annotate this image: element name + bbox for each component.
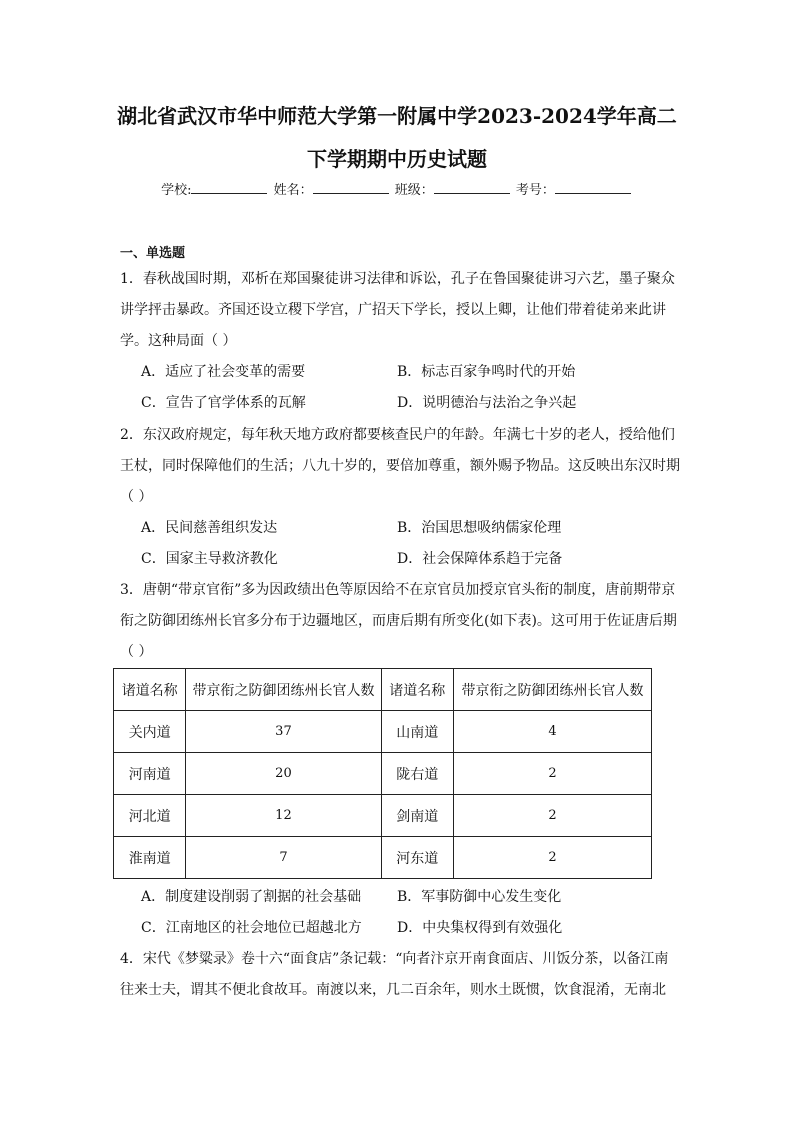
table-cell: 河东道 (381, 837, 453, 879)
option-b: B．军事防御中心发生变化 (397, 889, 562, 905)
option-b: B．治国思想吸纳儒家伦理 (397, 520, 562, 536)
option-c: C．江南地区的社会地位已超越北方 (141, 920, 362, 936)
table-cell: 2 (453, 795, 651, 837)
question-text: 2．东汉政府规定，每年秋天地方政府都要核查民户的年龄。年满七十岁的老人，授给他们王杖，同时保障他们的生活；八九十岁的，要倍加尊重，额外赐予物品。这反映出东汉时期（ ） (120, 427, 680, 505)
option-d: D．说明德治与法治之争兴起 (397, 395, 577, 411)
table-row (114, 795, 652, 837)
question-text: 4．宋代《梦粱录》卷十六“面食店”条记载：“向者汴京开南食面店、川饭分茶，以备江南往来士夫，谓其不便北食故耳。南渡以来，几二百余年，则水土既惯，饮食混淆，无南北 (120, 951, 669, 998)
table-cell: 河南道 (114, 753, 186, 795)
header-cell: 带京衔之防御团练州长官人数 (186, 669, 381, 711)
table-cell: 37 (186, 711, 381, 753)
table-cell: 陇右道 (381, 753, 453, 795)
table-row (114, 837, 652, 879)
option-d: D．社会保障体系趋于完备 (397, 551, 563, 567)
table-cell: 剑南道 (381, 795, 453, 837)
page-subtitle: 下学期期中历史试题 (307, 147, 487, 171)
header-cell: 带京衔之防御团练州长官人数 (453, 669, 651, 711)
option-b: B．标志百家争鸣时代的开始 (397, 364, 576, 380)
header-cell: 诸道名称 (114, 669, 186, 711)
school-label: 学校: (161, 183, 192, 198)
option-c: C．宣告了官学体系的瓦解 (141, 395, 306, 411)
number-blank[interactable] (555, 180, 631, 194)
class-blank[interactable] (434, 180, 510, 194)
question-4 (120, 944, 680, 1006)
school-blank[interactable] (191, 180, 267, 194)
table-header-row (114, 669, 652, 711)
header-cell: 诸道名称 (381, 669, 453, 711)
number-label: 考号： (515, 183, 555, 198)
table-cell: 山南道 (381, 711, 453, 753)
name-label: 姓名： (273, 183, 313, 198)
question-3 (120, 575, 680, 668)
question-text: 3．唐朝“带京官衔”多为因政绩出色等原因给不在京官员加授京官头衔的制度，唐前期带京衔之防御团练州长官多分布于边疆地区，而唐后期有所变化(如下表)。这可用于佐证唐后期（ ） (120, 582, 677, 660)
option-a: A．适应了社会变革的需要 (141, 364, 306, 380)
question-text: 1．春秋战国时期，邓析在郑国聚徒讲习法律和诉讼，孔子在鲁国聚徒讲习六艺，墨子聚众讲学抨击暴政。齐国还设立稷下学宫，广招天下学长，授以上卿，让他们带着徒弟来此讲学。这种局面（ ） (120, 271, 675, 349)
question-2 (120, 420, 680, 513)
option-a: A．制度建设削弱了割据的社会基础 (141, 889, 362, 905)
table-cell: 河北道 (114, 795, 186, 837)
student-info-line (0, 180, 794, 200)
option-d: D．中央集权得到有效强化 (397, 920, 563, 936)
table-cell: 2 (453, 837, 651, 879)
table-cell: 2 (453, 753, 651, 795)
section-title: 一、单选题 (120, 246, 186, 261)
table-cell: 20 (186, 753, 381, 795)
question-1 (120, 264, 680, 357)
table-cell: 7 (186, 837, 381, 879)
page-title: 湖北省武汉市华中师范大学第一附属中学2023-2024学年高二 (117, 104, 677, 128)
option-a: A．民间慈善组织发达 (141, 520, 278, 536)
table-cell: 4 (453, 711, 651, 753)
data-table (113, 668, 652, 879)
table-cell: 淮南道 (114, 837, 186, 879)
table-row (114, 711, 652, 753)
option-c: C．国家主导救济教化 (141, 551, 278, 567)
table-row (114, 753, 652, 795)
class-label: 班级： (394, 183, 434, 198)
table-cell: 关内道 (114, 711, 186, 753)
table-cell: 12 (186, 795, 381, 837)
name-blank[interactable] (313, 180, 389, 194)
